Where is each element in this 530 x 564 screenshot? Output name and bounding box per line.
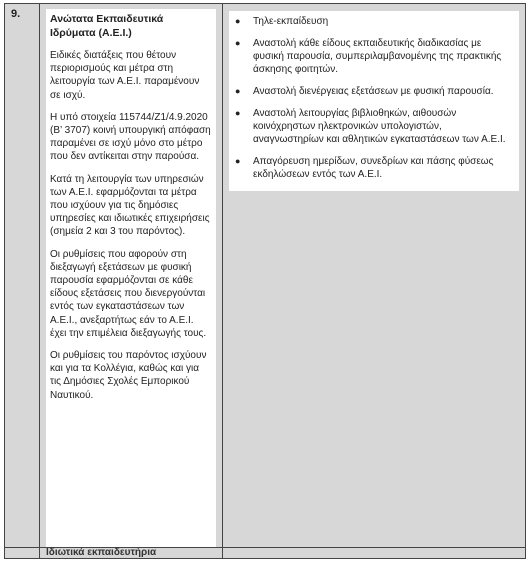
provision-paragraph: Οι ρυθμίσεις που αφορούν στη διεξαγωγή εξετάσεων με φυσική παρουσία εφαρμόζονται σε κάθε είδους εξετάσεις που διενεργούνται εντός των εγκαταστάσεων των Α.Ε.Ι., ανεξαρτήτως εάν το Α.Ε.Ι. έχει την επιμέλεια διεξαγωγής τους. (50, 248, 207, 339)
bullet-icon: ● (235, 16, 241, 26)
category-cell (40, 4, 223, 548)
table-row (5, 4, 526, 548)
bullet-icon: ● (235, 156, 241, 166)
measure-text: Αναστολή διενέργειας εξετάσεων με φυσική παρουσία. (253, 86, 494, 97)
measures-content (229, 11, 519, 191)
measure-text: Απαγόρευση ημερίδων, συνεδρίων και πάσης φύσεως εκδηλώσεων εντός των Α.Ε.Ι. (253, 156, 494, 180)
bullet-icon: ● (235, 86, 241, 96)
list-item (233, 37, 513, 76)
list-item (233, 15, 513, 28)
measures-list (233, 15, 513, 181)
category-cell (40, 548, 223, 559)
list-item (233, 155, 513, 181)
measures-cell (223, 4, 526, 548)
provision-paragraph: Οι ρυθμίσεις του παρόντος ισχύουν και για τα Κολλέγια, καθώς και για τις Δημόσιες Σχολές Εμπορικού Ναυτικού. (50, 350, 207, 401)
provision-paragraph: Κατά τη λειτουργία των υπηρεσιών των Α.Ε.Ι. εφαρμόζονται τα μέτρα που ισχύουν για τις δημόσιες υπηρεσίες και ιδιωτικές επιχειρήσεις (σημεία 2 και 3 του παρόντος). (50, 173, 210, 238)
row-number: 9. (5, 4, 40, 548)
category-content (46, 9, 216, 547)
row-number (5, 548, 40, 559)
measures-table (4, 3, 526, 559)
bullet-icon: ● (235, 38, 241, 48)
measure-text: Αναστολή κάθε είδους εκπαιδευτικής διαδικασίας με φυσική παρουσία, συμπεριλαμβανομένης της πρακτικής άσκησης φοιτητών. (253, 38, 502, 75)
measure-text: Τηλε-εκπαίδευση (253, 16, 329, 27)
measure-text: Αναστολή λειτουργίας βιβλιοθηκών, αιθουσών κοινόχρηστων ηλεκτρονικών υπολογιστών, αναγνωστηρίων και αθλητικών εγκαταστάσεων των Α.Ε.Ι. (253, 108, 506, 145)
measures-cell (223, 548, 526, 559)
list-item (233, 107, 513, 146)
provision-paragraph: Ειδικές διατάξεις που θέτουν περιορισμούς και μέτρα στη λειτουργία των Α.Ε.Ι. παραμένουν σε ισχύ. (50, 50, 200, 101)
provision-paragraph: Η υπό στοιχεία 115744/Ζ1/4.9.2020 (Β’ 3707) κοινή υπουργική απόφαση παραμένει σε ισχύ μόνο στο μέτρο που δεν αντίκειται στην παρούσα. (50, 111, 211, 163)
table-row (5, 548, 526, 559)
list-item (233, 85, 513, 98)
category-title: Ανώτατα Εκπαιδευτικά Ιδρύματα (Α.Ε.Ι.) (50, 13, 164, 39)
cut-off-text: Ιδιωτικά εκπαιδευτήρια (46, 547, 157, 558)
bullet-icon: ● (235, 108, 241, 118)
